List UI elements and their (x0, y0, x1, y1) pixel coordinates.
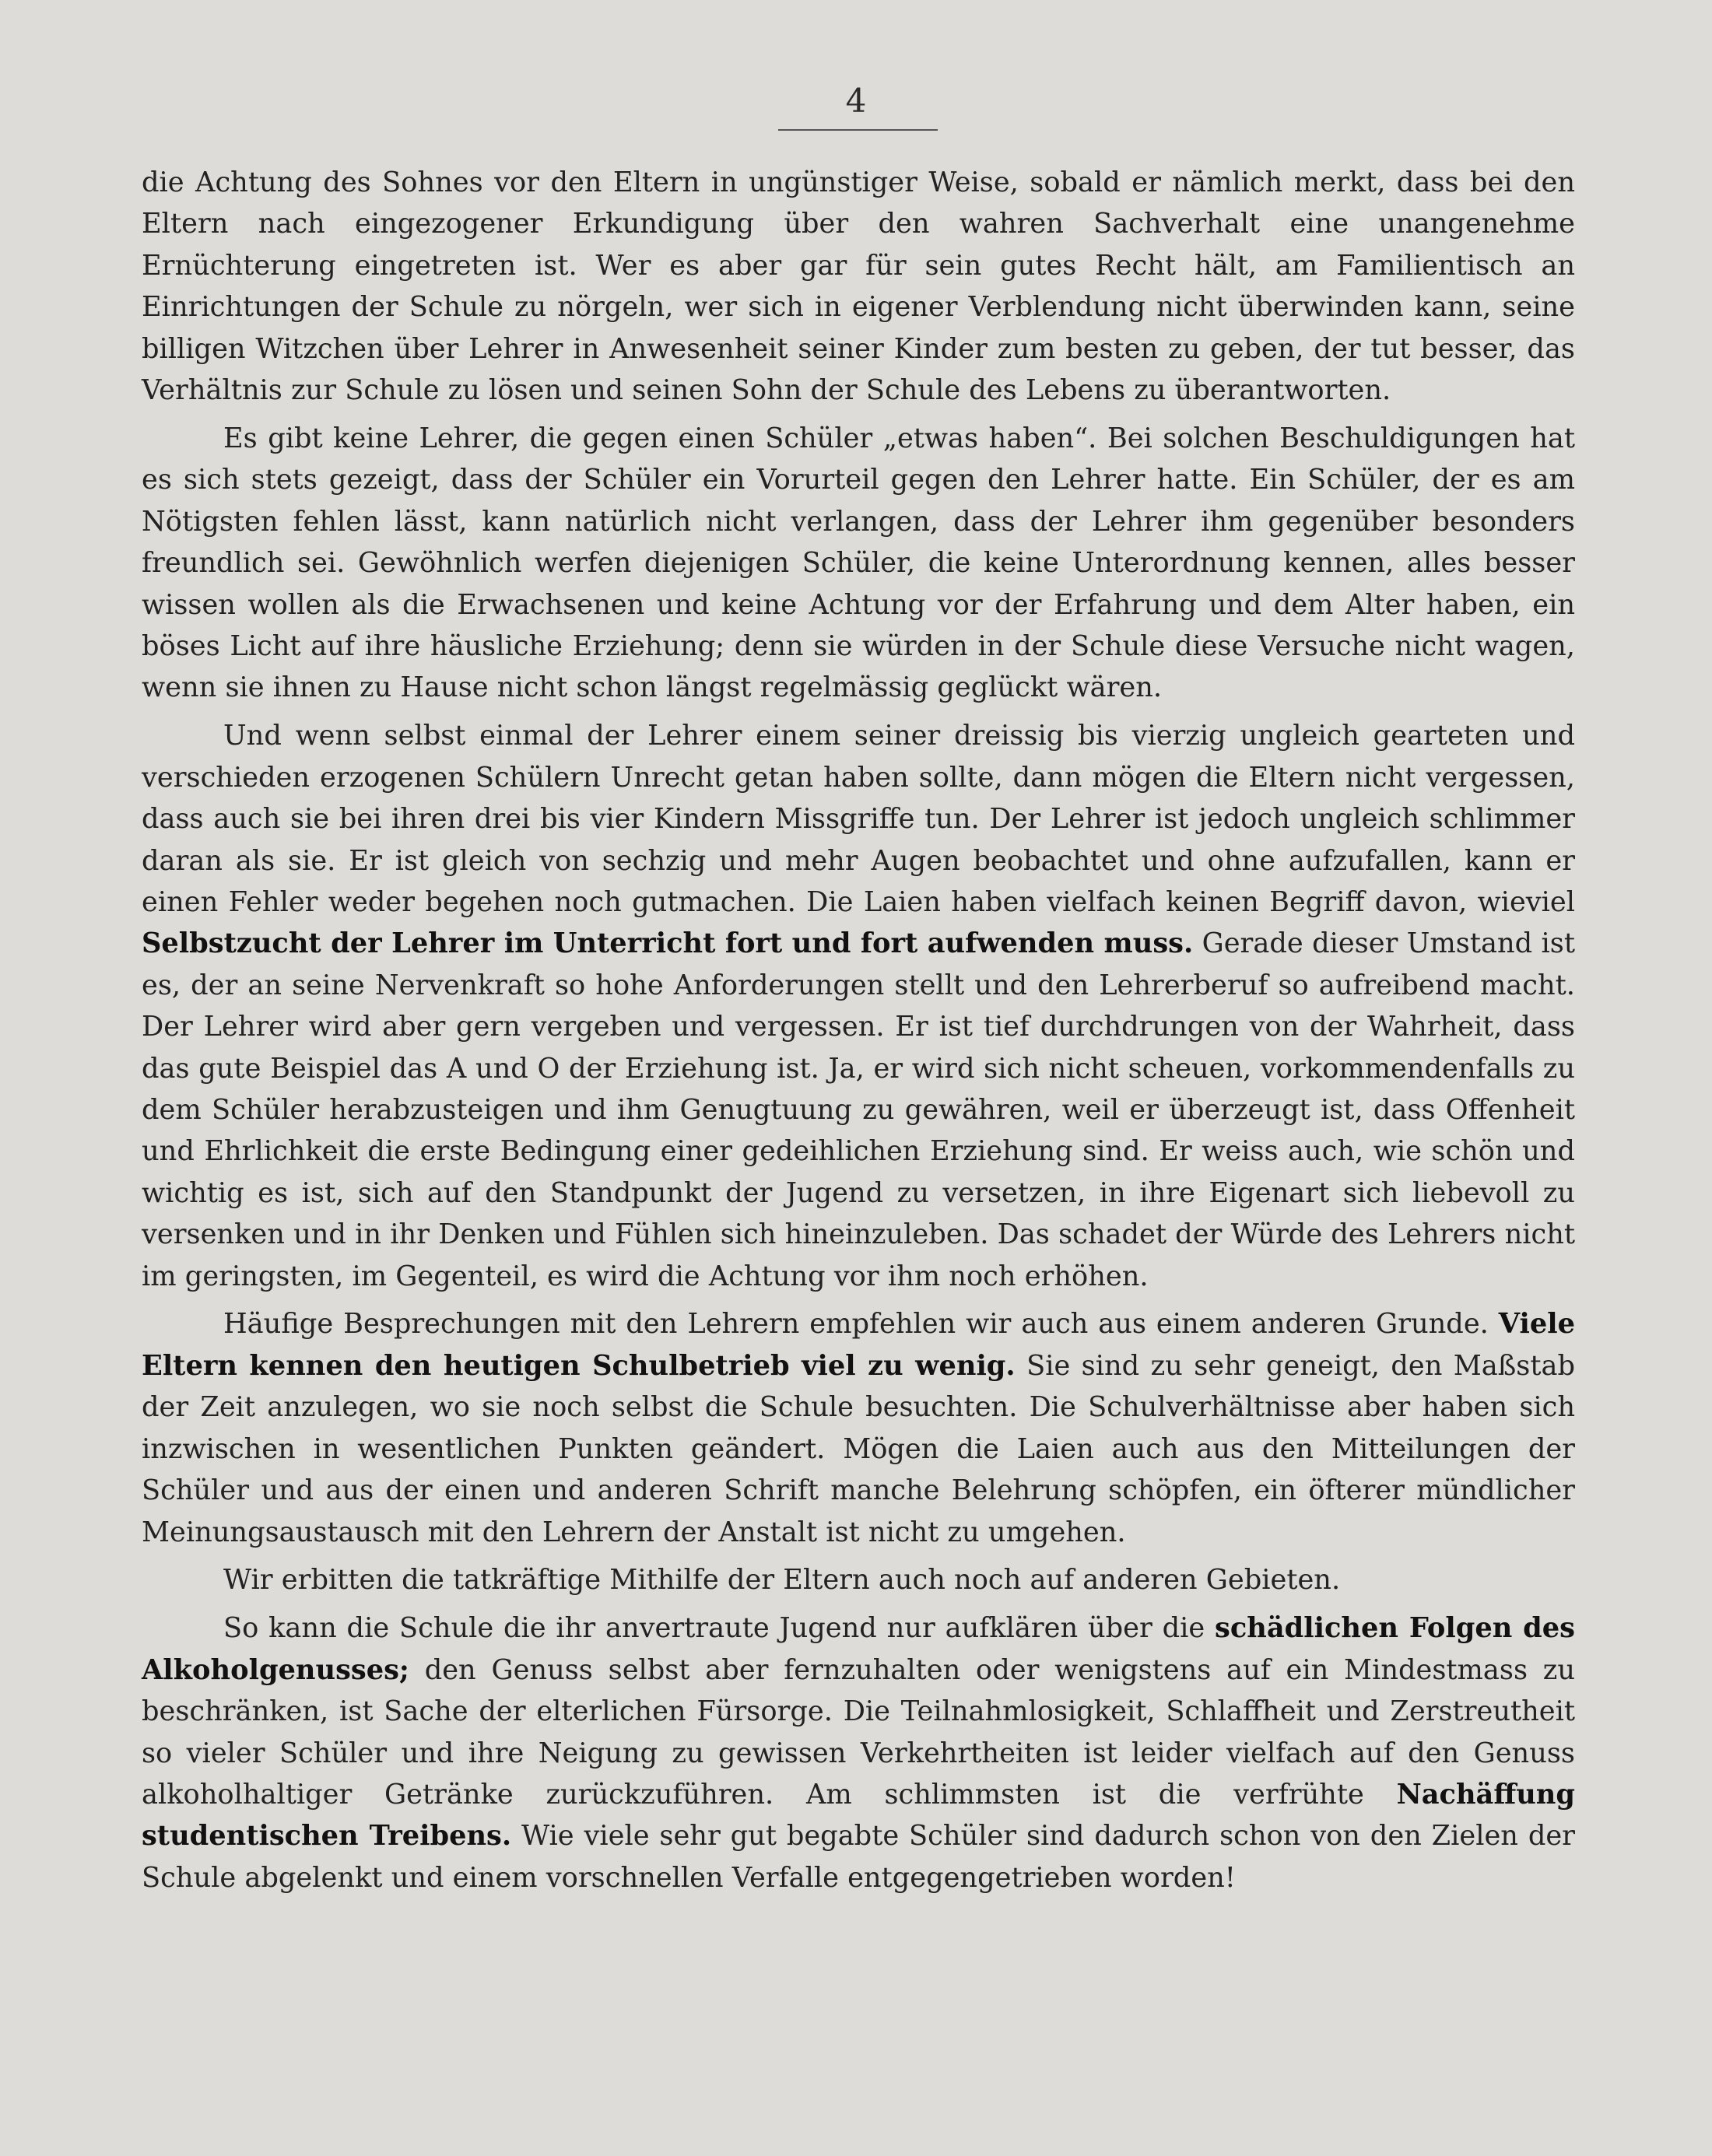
body-text (142, 162, 1575, 1898)
paragraph-6-emphasis-1: schädlichen Folgen des Alkoholgenusses; (142, 1612, 1575, 1686)
paragraph-2 (142, 418, 1575, 709)
paragraph-3-text-b: Gerade dieser Umstand ist es, der an seine Nervenkraft so hohe Anforderungen stellt und den Lehrerberuf so aufreibend macht. Der Lehrer wird aber gern vergeben und vergessen. Er ist tief durchdrungen von der Wahrheit, dass das gute Beispiel das A und O der Erziehung ist. Ja, er wird sich nicht scheuen, vorkommendenfalls zu dem Schüler herabzusteigen und ihm Genugtuung zu gewähren, weil er überzeugt ist, dass Offenheit und Ehrlichkeit die erste Bedingung einer gedeihlichen Erziehung sind. Er weiss auch, wie schön und wichtig es ist, sich auf den Standpunkt der Jugend zu versetzen, in ihre Eigenart sich liebevoll zu versenken und in ihr Denken und Fühlen sich hineinzuleben. Das schadet der Würde des Lehrers nicht im geringsten, im Gegenteil, es wird die Achtung vor ihm noch erhöhen. (142, 927, 1575, 1292)
paragraph-1 (142, 162, 1575, 411)
paragraph-4-text-a: Häufige Besprechungen mit den Lehrern empfehlen wir auch aus einem anderen Grunde. (223, 1308, 1499, 1341)
paragraph-6-emphasis-2: Nachäffung studentischen Treibens. (142, 1778, 1575, 1853)
paragraph-4 (142, 1303, 1575, 1552)
paragraph-4-emphasis: Viele Eltern kennen den heutigen Schulbetrieb viel zu wenig. (142, 1308, 1575, 1382)
paragraph-5 (142, 1559, 1575, 1600)
page-number-rule (778, 129, 938, 131)
paragraph-6-text-b: den Genuss selbst aber fernzuhalten oder wenigstens auf ein Mindestmass zu beschränken, ist Sache der elterlichen Fürsorge. Die Teilnahmlosigkeit, Schlaffheit und Zerstreutheit so vieler Schüler und ihre Neigung zu gewissen Verkehrtheiten ist leider vielfach auf den Genuss alkoholhaltiger Getränke zurückzuführen. Am schlimmsten ist die verfrühte (142, 1653, 1575, 1811)
paragraph-6 (142, 1607, 1575, 1898)
page-number: 4 (845, 82, 867, 120)
paragraph-5-text: Wir erbitten die tatkräftige Mithilfe der Eltern auch noch auf anderen Gebieten. (223, 1564, 1341, 1597)
paragraph-2-text: Es gibt keine Lehrer, die gegen einen Schüler „etwas haben“. Bei solchen Beschuldigungen hat es sich stets gezeigt, dass der Schüler ein Vorurteil gegen den Lehrer hatte. Ein Schüler, der es am Nötigsten fehlen lässt, kann natürlich nicht verlangen, dass der Lehrer ihm gegenüber besonders freundlich sei. Gewöhnlich werfen diejenigen Schüler, die keine Unterordnung kennen, alles besser wissen wollen als die Erwachsenen und keine Achtung vor der Erfahrung und dem Alter haben, ein böses Licht auf ihre häusliche Erziehung; denn sie würden in der Schule diese Versuche nicht wagen, wenn sie ihnen zu Hause nicht schon längst regelmässig geglückt wären. (142, 422, 1575, 704)
paragraph-6-text-a: So kann die Schule die ihr anvertraute Jugend nur aufklären über die (223, 1612, 1216, 1645)
paragraph-3-text-a: Und wenn selbst einmal der Lehrer einem seiner dreissig bis vierzig ungleich gearteten und verschieden erzogenen Schülern Unrecht getan haben sollte, dann mögen die Eltern nicht vergessen, dass auch sie bei ihren drei bis vier Kindern Missgriffe tun. Der Lehrer ist jedoch ungleich schlimmer daran als sie. Er ist gleich von sechzig und mehr Augen beobachtet und ohne aufzufallen, kann er einen Fehler weder begehen noch gutmachen. Die Laien haben vielfach keinen Begriff davon, wieviel (142, 720, 1575, 918)
paragraph-6-text-c: Wie viele sehr gut begabte Schüler sind dadurch schon von den Zielen der Schule abgelenkt und einem vorschnellen Verfalle entgegengetrieben worden! (142, 1820, 1575, 1894)
paragraph-3-emphasis: Selbstzucht der Lehrer im Unterricht fort und fort aufwenden muss. (142, 927, 1194, 960)
paragraph-3 (142, 715, 1575, 1297)
paragraph-1-text: die Achtung des Sohnes vor den Eltern in ungünstiger Weise, sobald er nämlich merkt, dass bei den Eltern nach eingezogener Erkundigung über den wahren Sachverhalt eine unangenehme Ernüchterung eingetreten ist. Wer es aber gar für sein gutes Recht hält, am Familientisch an Einrichtungen der Schule zu nörgeln, wer sich in eigener Verblendung nicht überwinden kann, seine billigen Witzchen über Lehrer in Anwesenheit seiner Kinder zum besten zu geben, der tut besser, das Verhältnis zur Schule zu lösen und seinen Sohn der Schule des Lebens zu überantworten. (142, 167, 1575, 407)
paragraph-4-text-b: Sie sind zu sehr geneigt, den Maßstab der Zeit anzulegen, wo sie noch selbst die Schule besuchten. Die Schulverhältnisse aber haben sich inzwischen in wesentlichen Punkten geändert. Mögen die Laien auch aus den Mitteilungen der Schüler und aus der einen und anderen Schrift manche Belehrung schöpfen, ein öfterer mündlicher Meinungsaustausch mit den Lehrern der Anstalt ist nicht zu umgehen. (142, 1349, 1575, 1548)
